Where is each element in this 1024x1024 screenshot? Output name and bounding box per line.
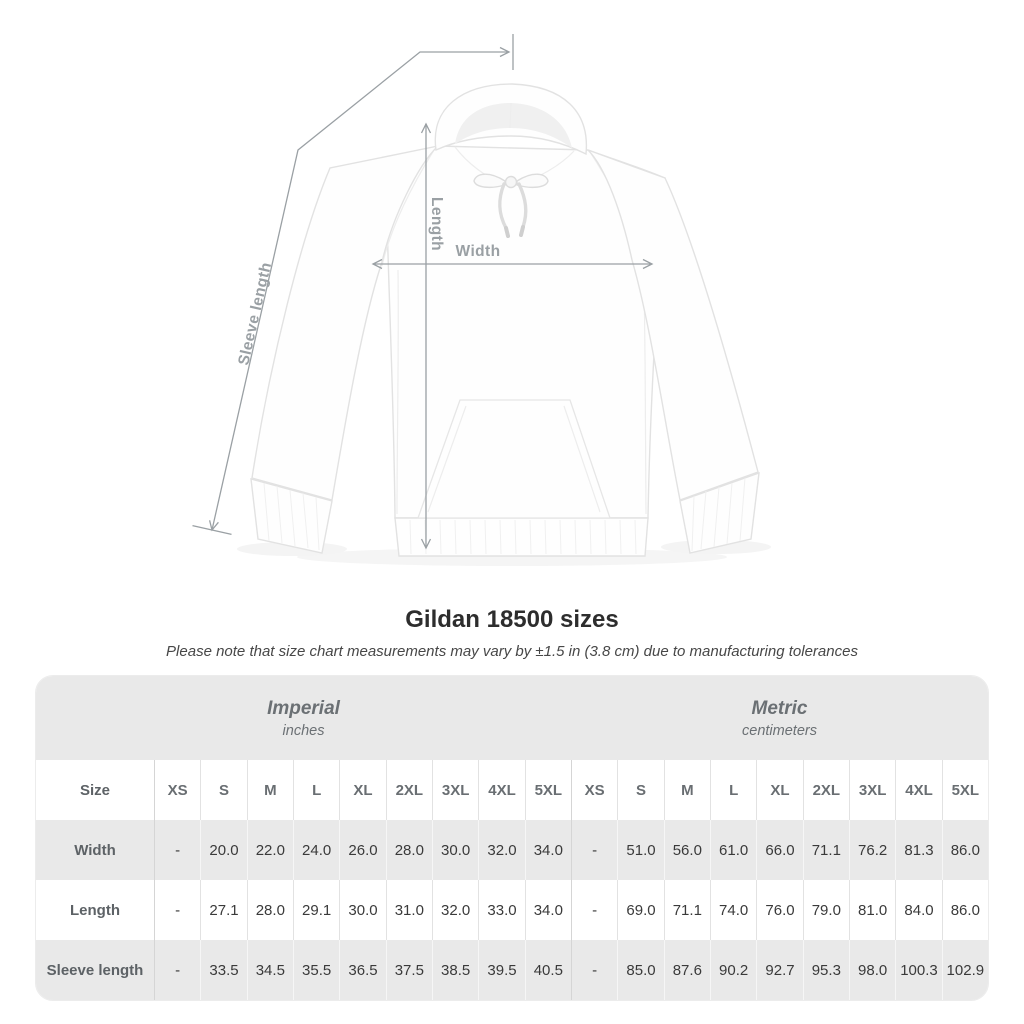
value-cell: 92.7 (756, 940, 802, 1000)
value-cell: 102.9 (942, 940, 988, 1000)
size-header-cell: 4XL (478, 760, 524, 820)
value-cell: 33.0 (478, 880, 524, 940)
value-cell: 34.0 (525, 820, 571, 880)
row-label: Width (36, 820, 154, 880)
length-label: Length (428, 197, 445, 252)
value-cell: 74.0 (710, 880, 756, 940)
size-header-cell: 5XL (942, 760, 988, 820)
value-cell: 31.0 (386, 880, 432, 940)
value-cell: 29.1 (293, 880, 339, 940)
value-cell: - (154, 940, 200, 1000)
value-cell: 37.5 (386, 940, 432, 1000)
value-cell: 86.0 (942, 820, 988, 880)
value-cell: 69.0 (617, 880, 663, 940)
value-cell: 61.0 (710, 820, 756, 880)
size-header-cell: 3XL (849, 760, 895, 820)
size-header-cell: XL (756, 760, 802, 820)
value-cell: 27.1 (200, 880, 246, 940)
metric-section-header (571, 676, 988, 760)
value-cell: 56.0 (664, 820, 710, 880)
value-cell: 30.0 (339, 880, 385, 940)
size-header-cell: 2XL (386, 760, 432, 820)
value-cell: 32.0 (432, 880, 478, 940)
size-column-header: Size (79, 781, 110, 799)
size-header-cell: M (247, 760, 293, 820)
metric-section-title: Metric (751, 697, 808, 719)
value-cell: 28.0 (247, 880, 293, 940)
value-cell: 20.0 (200, 820, 246, 880)
width-label: Width (455, 243, 501, 260)
size-header-cell: L (710, 760, 756, 820)
value-cell: 33.5 (200, 940, 246, 1000)
value-cell: - (571, 880, 617, 940)
value-cell: 87.6 (664, 940, 710, 1000)
sleeve-length-label: Sleeve length (235, 260, 276, 367)
metric-section-unit: centimeters (742, 722, 817, 739)
value-cell: 35.5 (293, 940, 339, 1000)
value-cell: 76.2 (849, 820, 895, 880)
value-cell: - (571, 940, 617, 1000)
value-cell: 85.0 (617, 940, 663, 1000)
size-header-cell: 3XL (432, 760, 478, 820)
row-label: Length (70, 901, 120, 919)
size-chart-table (35, 675, 989, 1001)
value-cell: 32.0 (478, 820, 524, 880)
size-header-cell: 5XL (525, 760, 571, 820)
hoodie-illustration (251, 84, 759, 556)
value-cell: 36.5 (339, 940, 385, 1000)
value-cell: 34.0 (525, 880, 571, 940)
value-cell: 71.1 (664, 880, 710, 940)
value-cell: 81.0 (849, 880, 895, 940)
size-header-cell: XS (154, 760, 200, 820)
value-cell: 95.3 (803, 940, 849, 1000)
value-cell: 84.0 (895, 880, 941, 940)
size-header-cell: XS (571, 760, 617, 820)
value-cell: 38.5 (432, 940, 478, 1000)
size-header-cell: L (293, 760, 339, 820)
value-cell: 81.3 (895, 820, 941, 880)
size-grid (36, 760, 988, 1000)
imperial-section-title: Imperial (267, 697, 340, 719)
value-cell: 39.5 (478, 940, 524, 1000)
value-cell: - (571, 820, 617, 880)
value-cell: 24.0 (293, 820, 339, 880)
value-cell: 66.0 (756, 820, 802, 880)
row-label: Sleeve length (36, 940, 154, 1000)
size-header-cell: S (200, 760, 246, 820)
size-header-cell: S (617, 760, 663, 820)
value-cell: 28.0 (386, 820, 432, 880)
value-cell: 26.0 (339, 820, 385, 880)
value-cell: 79.0 (803, 880, 849, 940)
size-header-cell: 4XL (895, 760, 941, 820)
value-cell: 34.5 (247, 940, 293, 1000)
size-header-cell: 2XL (803, 760, 849, 820)
tolerance-note: Please note that size chart measurements may vary by ±1.5 in (3.8 cm) due to manufacturing tolerances (166, 643, 858, 660)
value-cell: 86.0 (942, 880, 988, 940)
value-cell: - (154, 820, 200, 880)
value-cell: 51.0 (617, 820, 663, 880)
imperial-section-unit: inches (282, 722, 325, 739)
value-cell: 90.2 (710, 940, 756, 1000)
value-cell: - (154, 880, 200, 940)
value-cell: 40.5 (525, 940, 571, 1000)
value-cell: 76.0 (756, 880, 802, 940)
value-cell: 98.0 (849, 940, 895, 1000)
imperial-section-header (36, 676, 571, 760)
size-header-cell: XL (339, 760, 385, 820)
unit-section-header (36, 676, 988, 760)
page-title: Gildan 18500 sizes (405, 606, 619, 633)
value-cell: 71.1 (803, 820, 849, 880)
value-cell: 100.3 (895, 940, 941, 1000)
value-cell: 22.0 (247, 820, 293, 880)
value-cell: 30.0 (432, 820, 478, 880)
size-header-cell: M (664, 760, 710, 820)
